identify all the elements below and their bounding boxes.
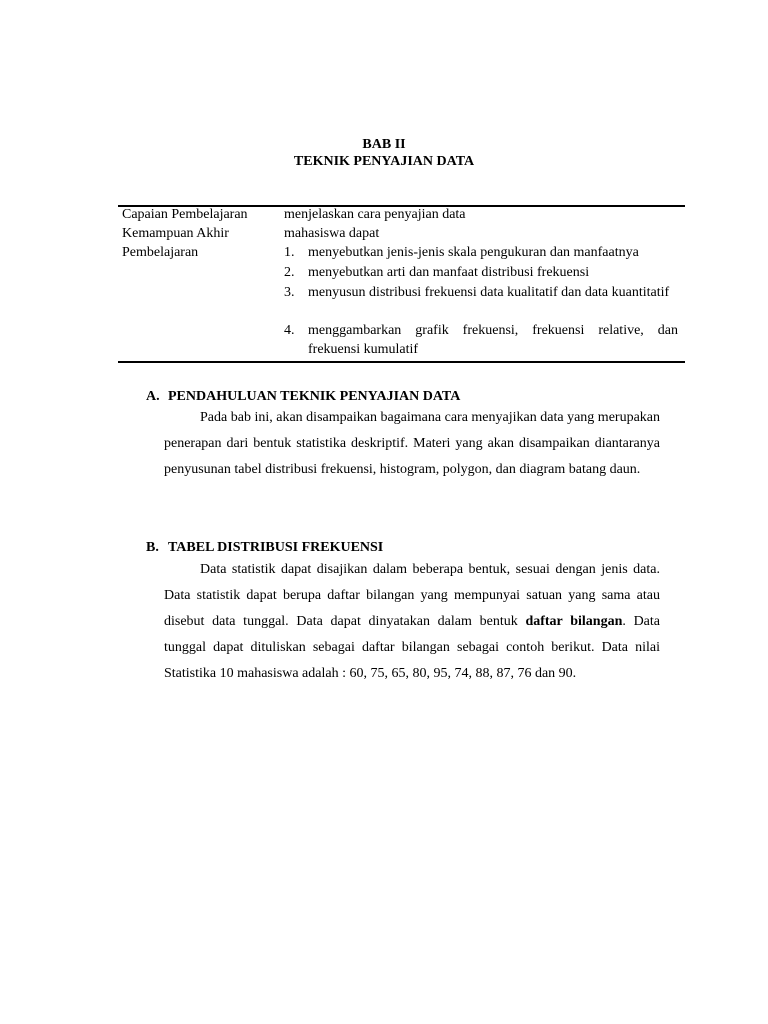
goal-text: menyebutkan arti dan manfaat distribusi frekuensi — [308, 265, 590, 280]
goal-text: menggambarkan grafik frekuensi, frekuensi relative, dan frekuensi kumulatif — [308, 323, 678, 357]
goal-number: 1. — [284, 245, 295, 260]
section-a-letter: A. — [146, 389, 160, 404]
goal-item-3 — [284, 283, 678, 302]
goal-number: 2. — [284, 265, 295, 280]
chapter-number: BAB II — [362, 137, 406, 152]
section-b-bold-term: daftar bilangan — [525, 614, 623, 629]
table-bottom-rule — [118, 361, 685, 363]
goal-item-2 — [284, 263, 678, 282]
outcomes-label-3: Pembelajaran — [122, 245, 199, 260]
goal-text: menyebutkan jenis-jenis skala pengukuran dan manfaatnya — [308, 245, 639, 260]
outcomes-label-1: Capaian Pembelajaran — [122, 207, 248, 222]
outcomes-label-2: Kemampuan Akhir — [122, 226, 229, 241]
section-a-text: Pada bab ini, akan disampaikan bagaimana cara menyajikan data yang merupakan penerapan dari bentuk statistika deskriptif. Materi yang akan disampaikan diantaranya penyusunan tabel distribusi frekuensi, histogram, polygon, dan diagram batang daun. — [164, 410, 660, 477]
section-b-heading — [146, 539, 383, 556]
section-b-paragraph — [164, 557, 660, 687]
goal-text: menyusun distribusi frekuensi data kualitatif dan data kuantitatif — [308, 285, 670, 300]
section-a-heading — [146, 388, 460, 405]
goal-item-4 — [284, 321, 678, 359]
section-a-paragraph — [164, 405, 660, 483]
goal-item-1 — [284, 243, 678, 262]
goal-number: 3. — [284, 285, 295, 300]
section-b-text-1: Data statistik dapat disajikan dalam beberapa bentuk, sesuai dengan jenis data. Data statistik dapat berupa daftar bilangan yang mempunyai satuan yang sama atau disebut data tunggal. Data dapat dinyatakan dalam bentuk — [164, 562, 660, 629]
section-b-title: TABEL DISTRIBUSI FREKUENSI — [168, 540, 384, 555]
outcomes-value-2: mahasiswa dapat — [284, 226, 380, 241]
section-a-title: PENDAHULUAN TEKNIK PENYAJIAN DATA — [168, 389, 461, 404]
chapter-title: TEKNIK PENYAJIAN DATA — [293, 154, 475, 169]
section-b-letter: B. — [146, 540, 159, 555]
outcomes-value-1: menjelaskan cara penyajian data — [284, 207, 466, 222]
section-b-text-2: . Data tunggal dapat dituliskan sebagai daftar bilangan sebagai contoh berikut. Data nilai Statistika 10 mahasiswa adalah : 60, 75, 65, 80, 95, 74, 88, 87, 76 dan 90. — [164, 614, 660, 681]
goal-number: 4. — [284, 323, 295, 338]
